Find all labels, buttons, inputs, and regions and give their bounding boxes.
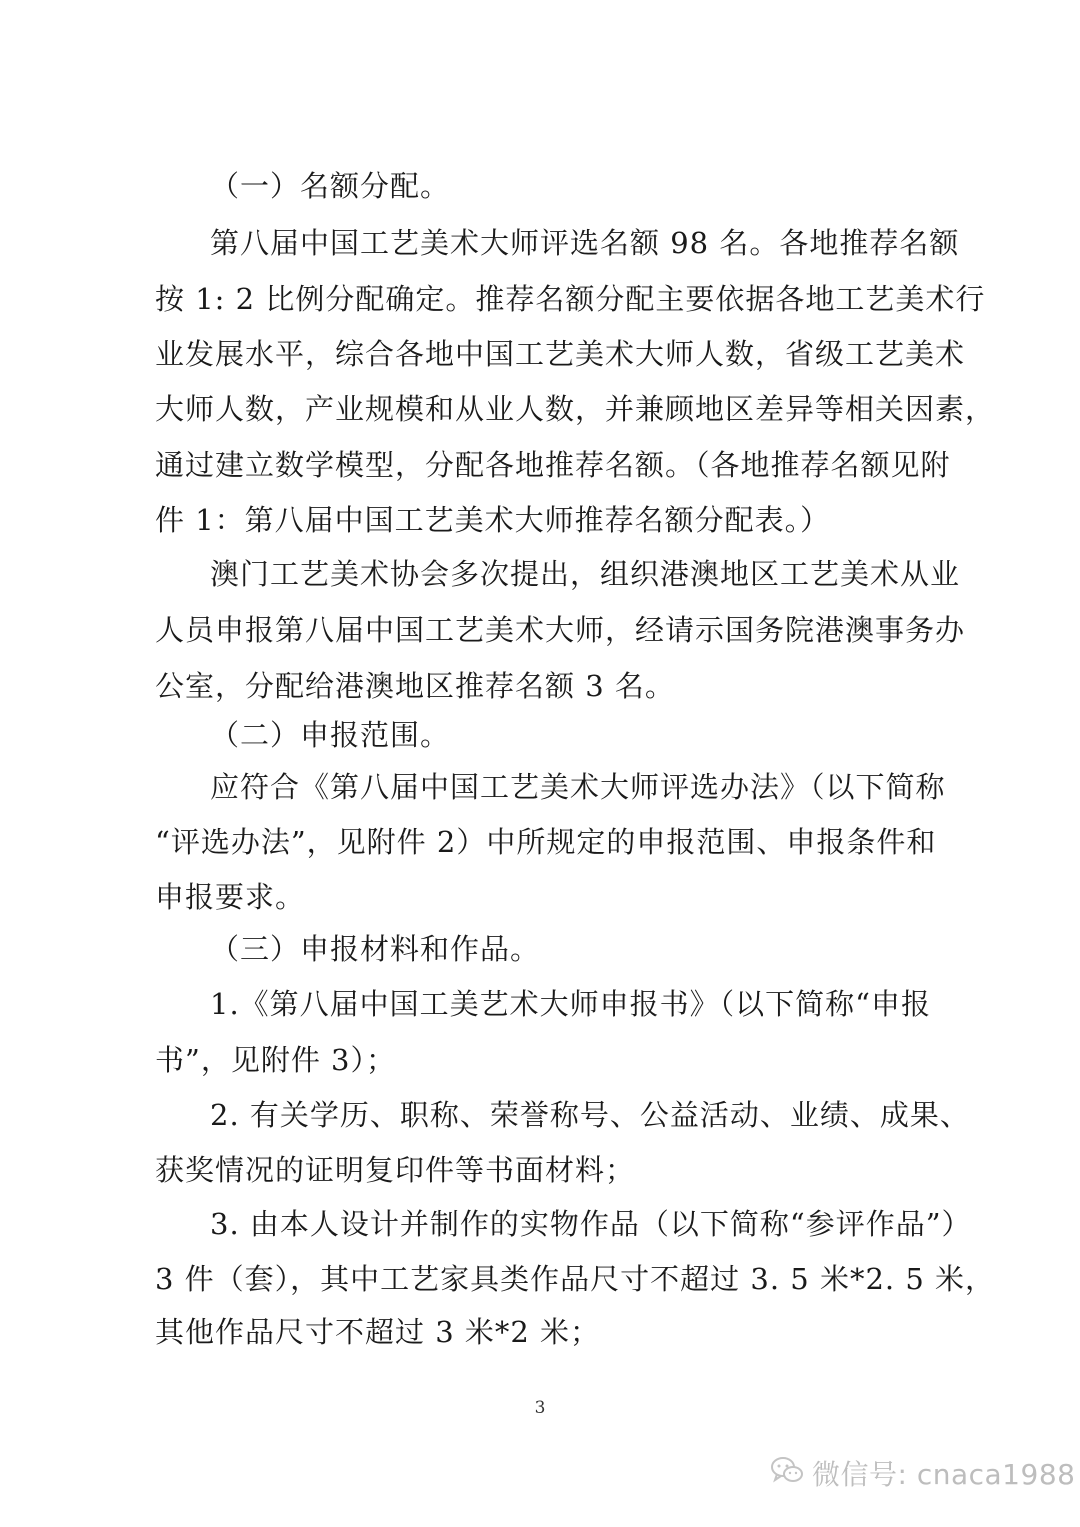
- page-number: 3: [534, 1398, 546, 1418]
- section-heading: （一）名额分配。: [210, 169, 451, 203]
- paragraph-line: 件 1：第八届中国工艺美术大师推荐名额分配表。）: [155, 503, 831, 537]
- paragraph-line: 按 1: 2 比例分配确定。推荐名额分配主要依据各地工艺美术行: [155, 282, 986, 316]
- list-item-line: 2. 有关学历、职称、荣誉称号、公益活动、业绩、成果、: [210, 1098, 970, 1132]
- paragraph-line: 澳门工艺美术协会多次提出，组织港澳地区工艺美术从业: [210, 557, 961, 591]
- section-heading: （二）申报范围。: [210, 718, 451, 752]
- list-item-line: 书”，见附件 3）；: [155, 1043, 396, 1077]
- paragraph-line: 通过建立数学模型，分配各地推荐名额。（各地推荐名额见附: [155, 448, 951, 482]
- watermark-text: 微信号: cnaca1988: [812, 1458, 1076, 1491]
- paragraph-line: 人员申报第八届中国工艺美术大师，经请示国务院港澳事务办: [155, 613, 966, 647]
- paragraph-line: 第八届中国工艺美术大师评选名额 98 名。各地推荐名额: [210, 226, 960, 260]
- section-heading: （三）申报材料和作品。: [210, 932, 541, 966]
- list-item-line: 其他作品尺寸不超过 3 米*2 米；: [155, 1315, 601, 1349]
- paragraph-line: “评选办法”，见附件 2）中所规定的申报范围、申报条件和: [155, 825, 937, 859]
- paragraph-line: 申报要求。: [155, 880, 306, 914]
- wechat-watermark: [770, 1448, 1075, 1498]
- paragraph-line: 大师人数，产业规模和从业人数，并兼顾地区差异等相关因素，: [155, 392, 996, 426]
- wechat-icon: [770, 1455, 812, 1492]
- list-item-line: 3. 由本人设计并制作的实物作品（以下简称“参评作品”）: [210, 1207, 972, 1241]
- paragraph-line: 公室，分配给港澳地区推荐名额 3 名。: [155, 669, 675, 703]
- paragraph-line: 业发展水平，综合各地中国工艺美术大师人数，省级工艺美术: [155, 337, 966, 371]
- list-item-line: 3 件（套），其中工艺家具类作品尺寸不超过 3. 5 米*2. 5 米，: [155, 1262, 996, 1296]
- list-item-line: 获奖情况的证明复印件等书面材料；: [155, 1153, 636, 1187]
- paragraph-line: 应符合《第八届中国工艺美术大师评选办法》（以下简称: [210, 770, 946, 804]
- list-item-line: 1.《第八届中国工美艺术大师申报书》（以下简称“申报: [210, 987, 931, 1021]
